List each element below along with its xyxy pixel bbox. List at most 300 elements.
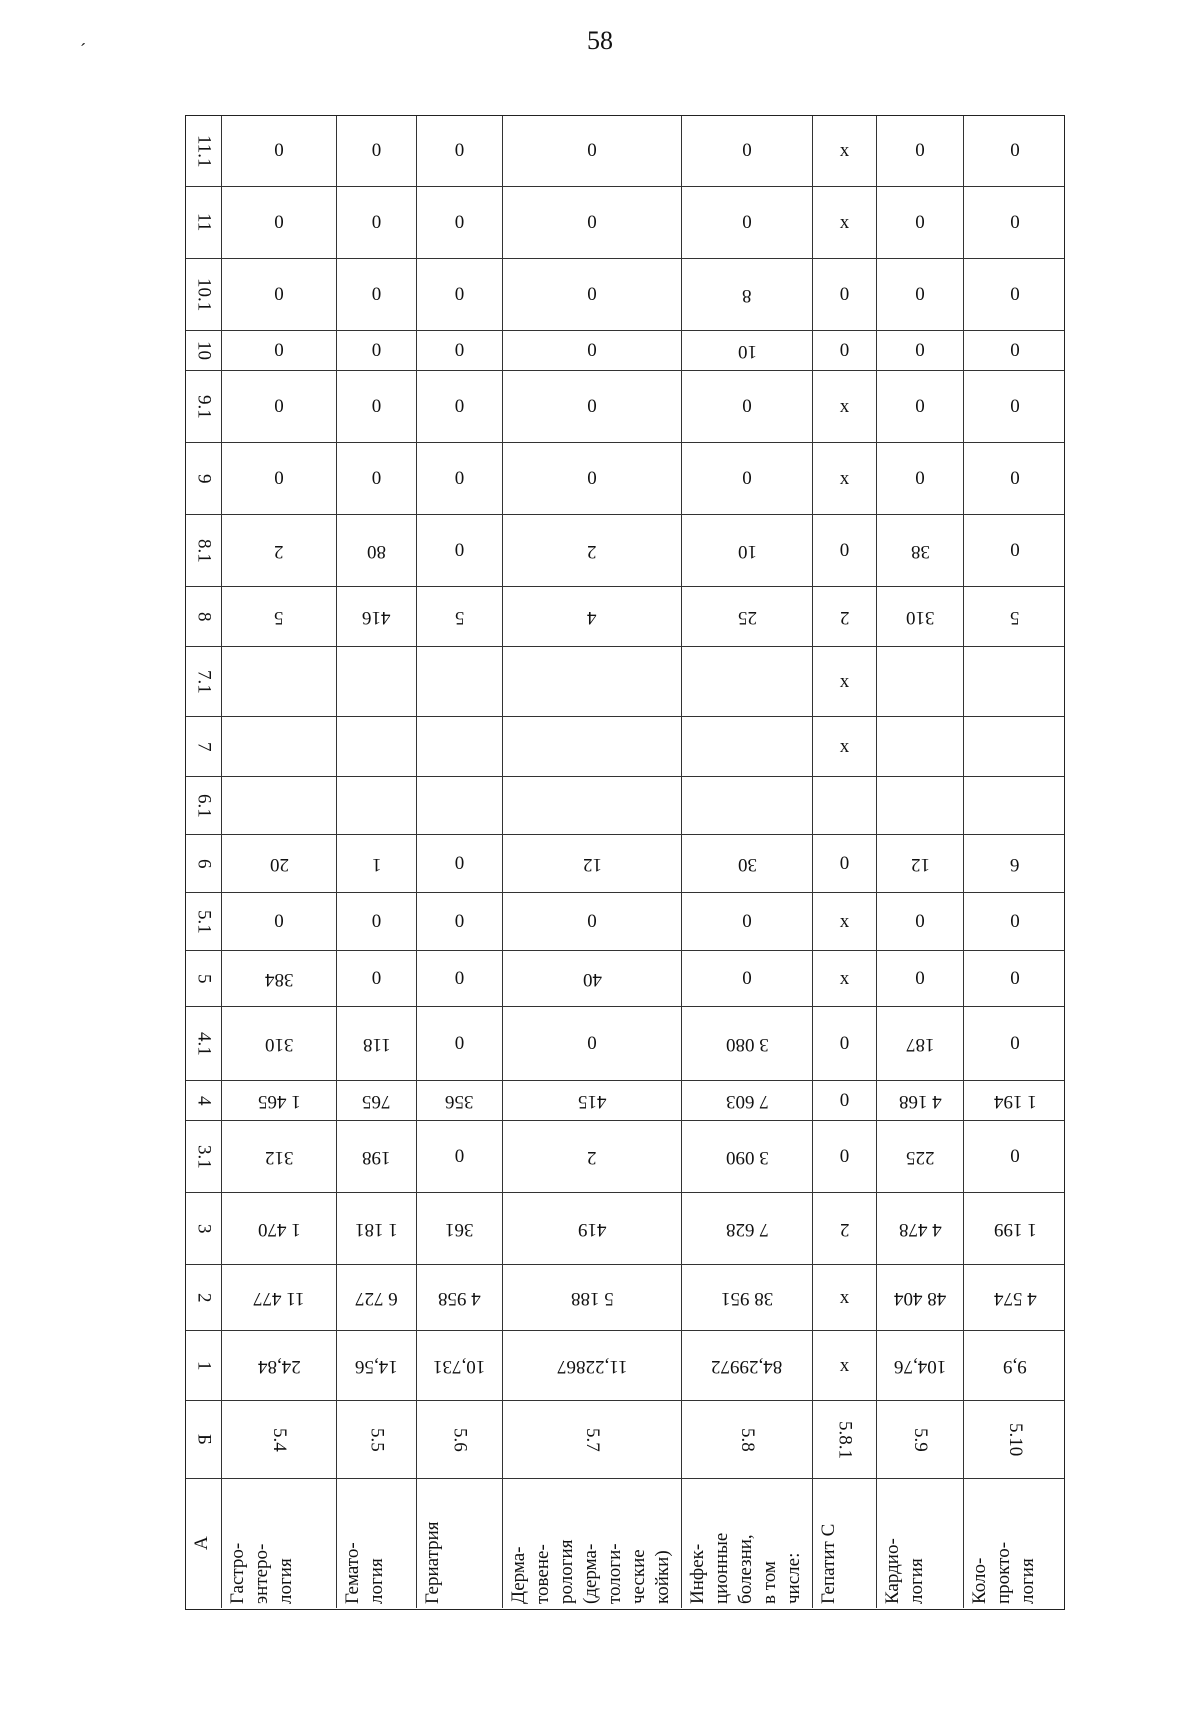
cell-value: 310: [264, 1033, 294, 1055]
table-cell: [876, 951, 963, 1006]
cell-value: x: [839, 1286, 850, 1308]
table-cell: [681, 515, 812, 586]
cell-value: 11 477: [253, 1287, 305, 1309]
table-cell: [221, 717, 336, 776]
table-cell: [502, 259, 681, 330]
table-cell: [416, 1331, 502, 1400]
cell-value: 0: [915, 140, 925, 161]
cell-value: 0: [371, 967, 382, 989]
cell-value: 84,29972: [711, 1355, 783, 1377]
cell-value: 0: [839, 1032, 850, 1054]
cell-value: 4 478: [898, 1218, 942, 1240]
table-cell: [336, 116, 416, 186]
table-cell: [681, 187, 812, 258]
table-cell: [502, 1401, 681, 1478]
table-cell: [416, 777, 502, 834]
cell-value: 0: [454, 211, 465, 233]
table-cell: [681, 1265, 812, 1330]
cell-value: 0: [742, 967, 752, 989]
table-cell: [963, 371, 1066, 442]
row-name-text: Дерма- товене- рология (дерма- тологи- ческие койки): [508, 1539, 673, 1604]
cell-value: 765: [362, 1090, 391, 1112]
table-cell: [502, 1331, 681, 1400]
table-cell: [812, 187, 876, 258]
table-cell: [963, 515, 1066, 586]
table-column-4: [186, 330, 1064, 370]
column-header: [186, 777, 221, 834]
column-header: [186, 717, 221, 776]
table-cell: [502, 443, 681, 514]
cell-value: 38: [910, 540, 930, 562]
table-cell: [812, 835, 876, 892]
cell-value: 7 628: [725, 1218, 769, 1240]
cell-value: 4: [587, 606, 597, 628]
cell-value: 0: [454, 1145, 465, 1167]
cell-value: 0: [371, 467, 382, 489]
cell-value: 0: [1010, 539, 1020, 561]
column-header-label: 5: [193, 973, 215, 984]
cell-value: 0: [839, 283, 850, 305]
table-cell: [221, 1121, 336, 1192]
cell-value: 0: [371, 339, 382, 361]
table-cell: [876, 187, 963, 258]
cell-value: 9,9: [1003, 1355, 1027, 1377]
cell-value: 0: [587, 910, 597, 932]
cell-value: 10: [737, 340, 757, 362]
table-cell: [963, 587, 1066, 646]
cell-value: 0: [915, 283, 925, 305]
cell-value: 0: [454, 967, 465, 989]
cell-value: 0: [915, 211, 925, 233]
cell-value: 48 404: [893, 1287, 947, 1309]
table-cell: [681, 1401, 812, 1478]
table-cell: [812, 331, 876, 370]
table-cell: [221, 1331, 336, 1400]
cell-value: 4 168: [898, 1090, 942, 1112]
column-header: [186, 116, 221, 186]
cell-value: 0: [587, 467, 597, 489]
table-cell: [876, 587, 963, 646]
table-cell: [221, 1007, 336, 1080]
table-column-11: [186, 776, 1064, 834]
cell-value: 0: [1010, 967, 1020, 989]
cell-value: 5.9: [910, 1427, 931, 1452]
table-cell: [416, 371, 502, 442]
table-cell: [963, 647, 1066, 716]
table-column-10: [186, 716, 1064, 776]
cell-value: 0: [274, 467, 284, 489]
table-cell: [336, 187, 416, 258]
cell-value: 0: [915, 967, 925, 989]
cell-value: 0: [742, 395, 752, 417]
cell-value: 5.8.1: [834, 1420, 856, 1459]
cell-value: x: [839, 735, 850, 757]
column-header: [186, 259, 221, 330]
table-cell: [876, 1193, 963, 1264]
cell-value: 0: [1010, 395, 1020, 417]
table-cell: [876, 116, 963, 186]
table-cell: [336, 951, 416, 1006]
row-name: [416, 1479, 502, 1608]
table-cell: [963, 187, 1066, 258]
table-column-15: [186, 1006, 1064, 1080]
cell-value: 8: [742, 284, 752, 306]
table-column-20: [186, 1330, 1064, 1400]
cell-value: 0: [742, 140, 752, 161]
table-cell: [221, 515, 336, 586]
table-cell: [416, 515, 502, 586]
cell-value: 0: [1010, 283, 1020, 305]
cell-value: 0: [371, 395, 382, 417]
column-header-label: 9: [193, 473, 215, 484]
cell-value: 20: [269, 853, 289, 875]
table-cell: [876, 835, 963, 892]
table-cell: [681, 835, 812, 892]
table-cell: [876, 1265, 963, 1330]
column-header-label: 3: [193, 1223, 215, 1234]
table-cell: [681, 1081, 812, 1120]
table-cell: [416, 116, 502, 186]
column-header-label: 10: [193, 341, 215, 360]
cell-value: 40: [582, 968, 602, 990]
column-header: [186, 371, 221, 442]
table-cell: [876, 1401, 963, 1478]
cell-value: 12: [910, 853, 930, 875]
table-cell: [416, 1007, 502, 1080]
table-cell: [416, 587, 502, 646]
table-cell: [681, 1193, 812, 1264]
table-cell: [336, 647, 416, 716]
cell-value: 0: [1010, 910, 1020, 932]
row-name-text: А: [191, 1536, 212, 1551]
cell-value: 5 188: [570, 1287, 614, 1309]
cell-value: 0: [915, 339, 925, 361]
cell-value: 1 199: [993, 1218, 1037, 1240]
cell-value: 0: [274, 910, 284, 932]
table-cell: [416, 647, 502, 716]
cell-value: 5.6: [449, 1427, 471, 1452]
table-cell: [681, 116, 812, 186]
table-cell: [336, 259, 416, 330]
cell-value: 5.4: [269, 1427, 290, 1452]
table-cell: [963, 116, 1066, 186]
table-cell: [502, 587, 681, 646]
cell-value: 0: [454, 467, 465, 489]
table-cell: [221, 1081, 336, 1120]
table-cell: [963, 1401, 1066, 1478]
cell-value: 0: [1010, 1032, 1020, 1054]
table-cell: [336, 331, 416, 370]
table-cell: [963, 777, 1066, 834]
row-name-header: [186, 1479, 221, 1608]
table-cell: [876, 259, 963, 330]
table-cell: [416, 951, 502, 1006]
table-cell: [416, 1265, 502, 1330]
cell-value: 0: [587, 283, 597, 305]
table-cell: [502, 647, 681, 716]
column-header-label: 8: [193, 611, 215, 622]
table-cell: [502, 1265, 681, 1330]
table-cell: [336, 1081, 416, 1120]
table-cell: [221, 331, 336, 370]
cell-value: 0: [454, 1032, 465, 1054]
cell-value: 0: [839, 339, 850, 361]
table-cell: [336, 1265, 416, 1330]
table-cell: [963, 951, 1066, 1006]
cell-value: 356: [445, 1090, 474, 1112]
cell-value: 7 603: [725, 1090, 769, 1112]
table-cell: [812, 443, 876, 514]
table-cell: [336, 1007, 416, 1080]
column-header: [186, 1265, 221, 1330]
column-header: [186, 835, 221, 892]
table-cell: [502, 893, 681, 950]
column-header: [186, 1121, 221, 1192]
table-cell: [812, 647, 876, 716]
table-cell: [812, 515, 876, 586]
cell-value: 0: [371, 140, 382, 161]
column-header-label: 1: [193, 1360, 215, 1371]
table-cell: [876, 371, 963, 442]
table-column-5: [186, 370, 1064, 442]
cell-value: 3 080: [725, 1033, 769, 1055]
cell-value: 5.10: [1005, 1422, 1026, 1457]
cell-value: 2: [587, 1146, 597, 1168]
table-column-16: [186, 1080, 1064, 1120]
table-cell: [681, 259, 812, 330]
column-header-label: 10.1: [193, 277, 215, 312]
cell-value: 5.5: [366, 1427, 388, 1452]
table-cell: [336, 1401, 416, 1478]
table-column-3: [186, 258, 1064, 330]
table-cell: [502, 1081, 681, 1120]
table-cell: [963, 1007, 1066, 1080]
row-name-text: Кардио- логия: [882, 1538, 927, 1604]
cell-value: 30: [737, 853, 757, 875]
column-header: [186, 1081, 221, 1120]
cell-value: 0: [915, 910, 925, 932]
table-cell: [502, 717, 681, 776]
table-cell: [963, 331, 1066, 370]
table-cell: [336, 835, 416, 892]
cell-value: 0: [454, 910, 465, 932]
table-cell: [502, 1007, 681, 1080]
cell-value: x: [839, 211, 850, 233]
table-cell: [221, 647, 336, 716]
table-cell: [336, 1331, 416, 1400]
cell-value: 11,22867: [556, 1355, 628, 1377]
table-cell: [681, 893, 812, 950]
column-header: [186, 1401, 221, 1478]
table-cell: [812, 371, 876, 442]
cell-value: 1 194: [993, 1090, 1037, 1112]
column-header: [186, 187, 221, 258]
table-cell: [681, 1121, 812, 1192]
cell-value: 80: [367, 540, 386, 562]
cell-value: 225: [905, 1146, 935, 1168]
table-cell: [681, 777, 812, 834]
table-cell: [502, 951, 681, 1006]
cell-value: 0: [371, 211, 382, 233]
cell-value: x: [839, 670, 850, 692]
table-cell: [502, 1121, 681, 1192]
cell-value: 5: [454, 606, 465, 628]
cell-value: 415: [577, 1090, 607, 1112]
cell-value: 0: [1010, 339, 1020, 361]
cell-value: 0: [1010, 211, 1020, 233]
table-cell: [221, 1265, 336, 1330]
table-cell: [681, 951, 812, 1006]
cell-value: x: [839, 395, 850, 417]
cell-value: 38 951: [720, 1287, 774, 1309]
row-name-text: Гепатит С: [818, 1523, 839, 1604]
table-column-18: [186, 1192, 1064, 1264]
column-header: [186, 951, 221, 1006]
table-cell: [502, 371, 681, 442]
column-header-label: 7: [193, 741, 215, 752]
table-cell: [812, 259, 876, 330]
table-cell: [416, 1081, 502, 1120]
row-name: [963, 1479, 1066, 1608]
column-header-label: 4: [193, 1095, 215, 1106]
cell-value: 3 090: [725, 1146, 769, 1168]
table-cell: [876, 1007, 963, 1080]
column-header: [186, 1007, 221, 1080]
cell-value: 118: [362, 1033, 391, 1055]
cell-value: 198: [362, 1146, 391, 1168]
cell-value: 14,56: [355, 1355, 398, 1377]
cell-value: 10,731: [433, 1355, 486, 1377]
table-cell: [502, 835, 681, 892]
column-header-label: Б: [193, 1434, 215, 1445]
table-column-9: [186, 646, 1064, 716]
cell-value: 0: [1010, 140, 1020, 161]
cell-value: 0: [371, 283, 382, 305]
table-column-12: [186, 834, 1064, 892]
table-cell: [502, 331, 681, 370]
table-cell: [502, 116, 681, 186]
cell-value: 0: [274, 339, 284, 361]
table-cell: [812, 717, 876, 776]
row-name: [876, 1479, 963, 1608]
row-name-text: Гериатрия: [422, 1521, 443, 1604]
table-cell: [336, 717, 416, 776]
table-cell: [812, 777, 876, 834]
table-cell: [876, 1121, 963, 1192]
table-column-6: [186, 442, 1064, 514]
table-cell: [416, 331, 502, 370]
table-cell: [876, 443, 963, 514]
table-column-7: [186, 514, 1064, 586]
table-cell: [221, 116, 336, 186]
cell-value: 1 465: [257, 1090, 301, 1112]
column-header: [186, 443, 221, 514]
cell-value: 0: [915, 467, 925, 489]
column-header-label: 6: [193, 858, 215, 869]
cell-value: 104,76: [893, 1355, 947, 1377]
column-header-label: 11: [193, 213, 215, 232]
table-cell: [681, 587, 812, 646]
table-cell: [336, 371, 416, 442]
table-cell: [963, 1193, 1066, 1264]
table-cell: [221, 951, 336, 1006]
table-cell: [812, 1081, 876, 1120]
column-header-label: 11.1: [193, 134, 215, 168]
table-cell: [876, 331, 963, 370]
table-cell: [221, 893, 336, 950]
cell-value: 0: [1010, 1145, 1020, 1167]
column-header-label: 6.1: [193, 793, 215, 818]
table-cell: [221, 443, 336, 514]
row-names-band: [186, 1478, 1064, 1608]
cell-value: 2: [839, 606, 850, 628]
table-cell: [221, 1193, 336, 1264]
cell-value: x: [839, 140, 850, 161]
table-cell: [221, 187, 336, 258]
cell-value: 0: [274, 395, 284, 417]
table-cell: [336, 777, 416, 834]
cell-value: 0: [587, 1032, 597, 1054]
cell-value: 0: [587, 140, 597, 161]
table-cell: [963, 717, 1066, 776]
table-cell: [681, 443, 812, 514]
cell-value: 310: [905, 606, 935, 628]
cell-value: 2: [839, 1218, 850, 1240]
table-cell: [876, 717, 963, 776]
table-cell: [681, 717, 812, 776]
table-cell: [221, 587, 336, 646]
table-column-19: [186, 1264, 1064, 1330]
table-cell: [336, 1193, 416, 1264]
table-cell: [812, 1331, 876, 1400]
cell-value: x: [839, 467, 850, 489]
column-header-label: 3.1: [193, 1144, 215, 1169]
cell-value: 0: [454, 395, 465, 417]
stray-mark: ´: [80, 40, 86, 60]
table-cell: [812, 951, 876, 1006]
cell-value: 4 574: [993, 1287, 1037, 1309]
cell-value: 0: [587, 339, 597, 361]
table-column-14: [186, 950, 1064, 1006]
cell-value: 0: [587, 211, 597, 233]
table-cell: [336, 893, 416, 950]
table-cell: [336, 587, 416, 646]
cell-value: 0: [1010, 467, 1020, 489]
cell-value: 1 181: [355, 1218, 398, 1240]
cell-value: 6 727: [355, 1287, 398, 1309]
table-cell: [416, 1401, 502, 1478]
table-cell: [416, 443, 502, 514]
row-name-text: Коло- прокто- логия: [969, 1541, 1038, 1604]
column-header: [186, 331, 221, 370]
cell-value: 0: [454, 283, 465, 305]
table-cell: [336, 443, 416, 514]
column-header: [186, 1331, 221, 1400]
table-cell: [963, 1331, 1066, 1400]
cell-value: 5.7: [582, 1427, 603, 1452]
cell-value: 0: [371, 910, 382, 932]
table-cell: [221, 259, 336, 330]
row-name: [221, 1479, 336, 1608]
table-cell: [963, 835, 1066, 892]
cell-value: 2: [587, 540, 597, 562]
table-column-1: [186, 116, 1064, 186]
rotated-statistics-table: [185, 115, 1065, 1610]
column-header: [186, 647, 221, 716]
column-header-label: 9.1: [193, 394, 215, 419]
column-header-label: 5.1: [193, 909, 215, 934]
table-cell: [963, 893, 1066, 950]
